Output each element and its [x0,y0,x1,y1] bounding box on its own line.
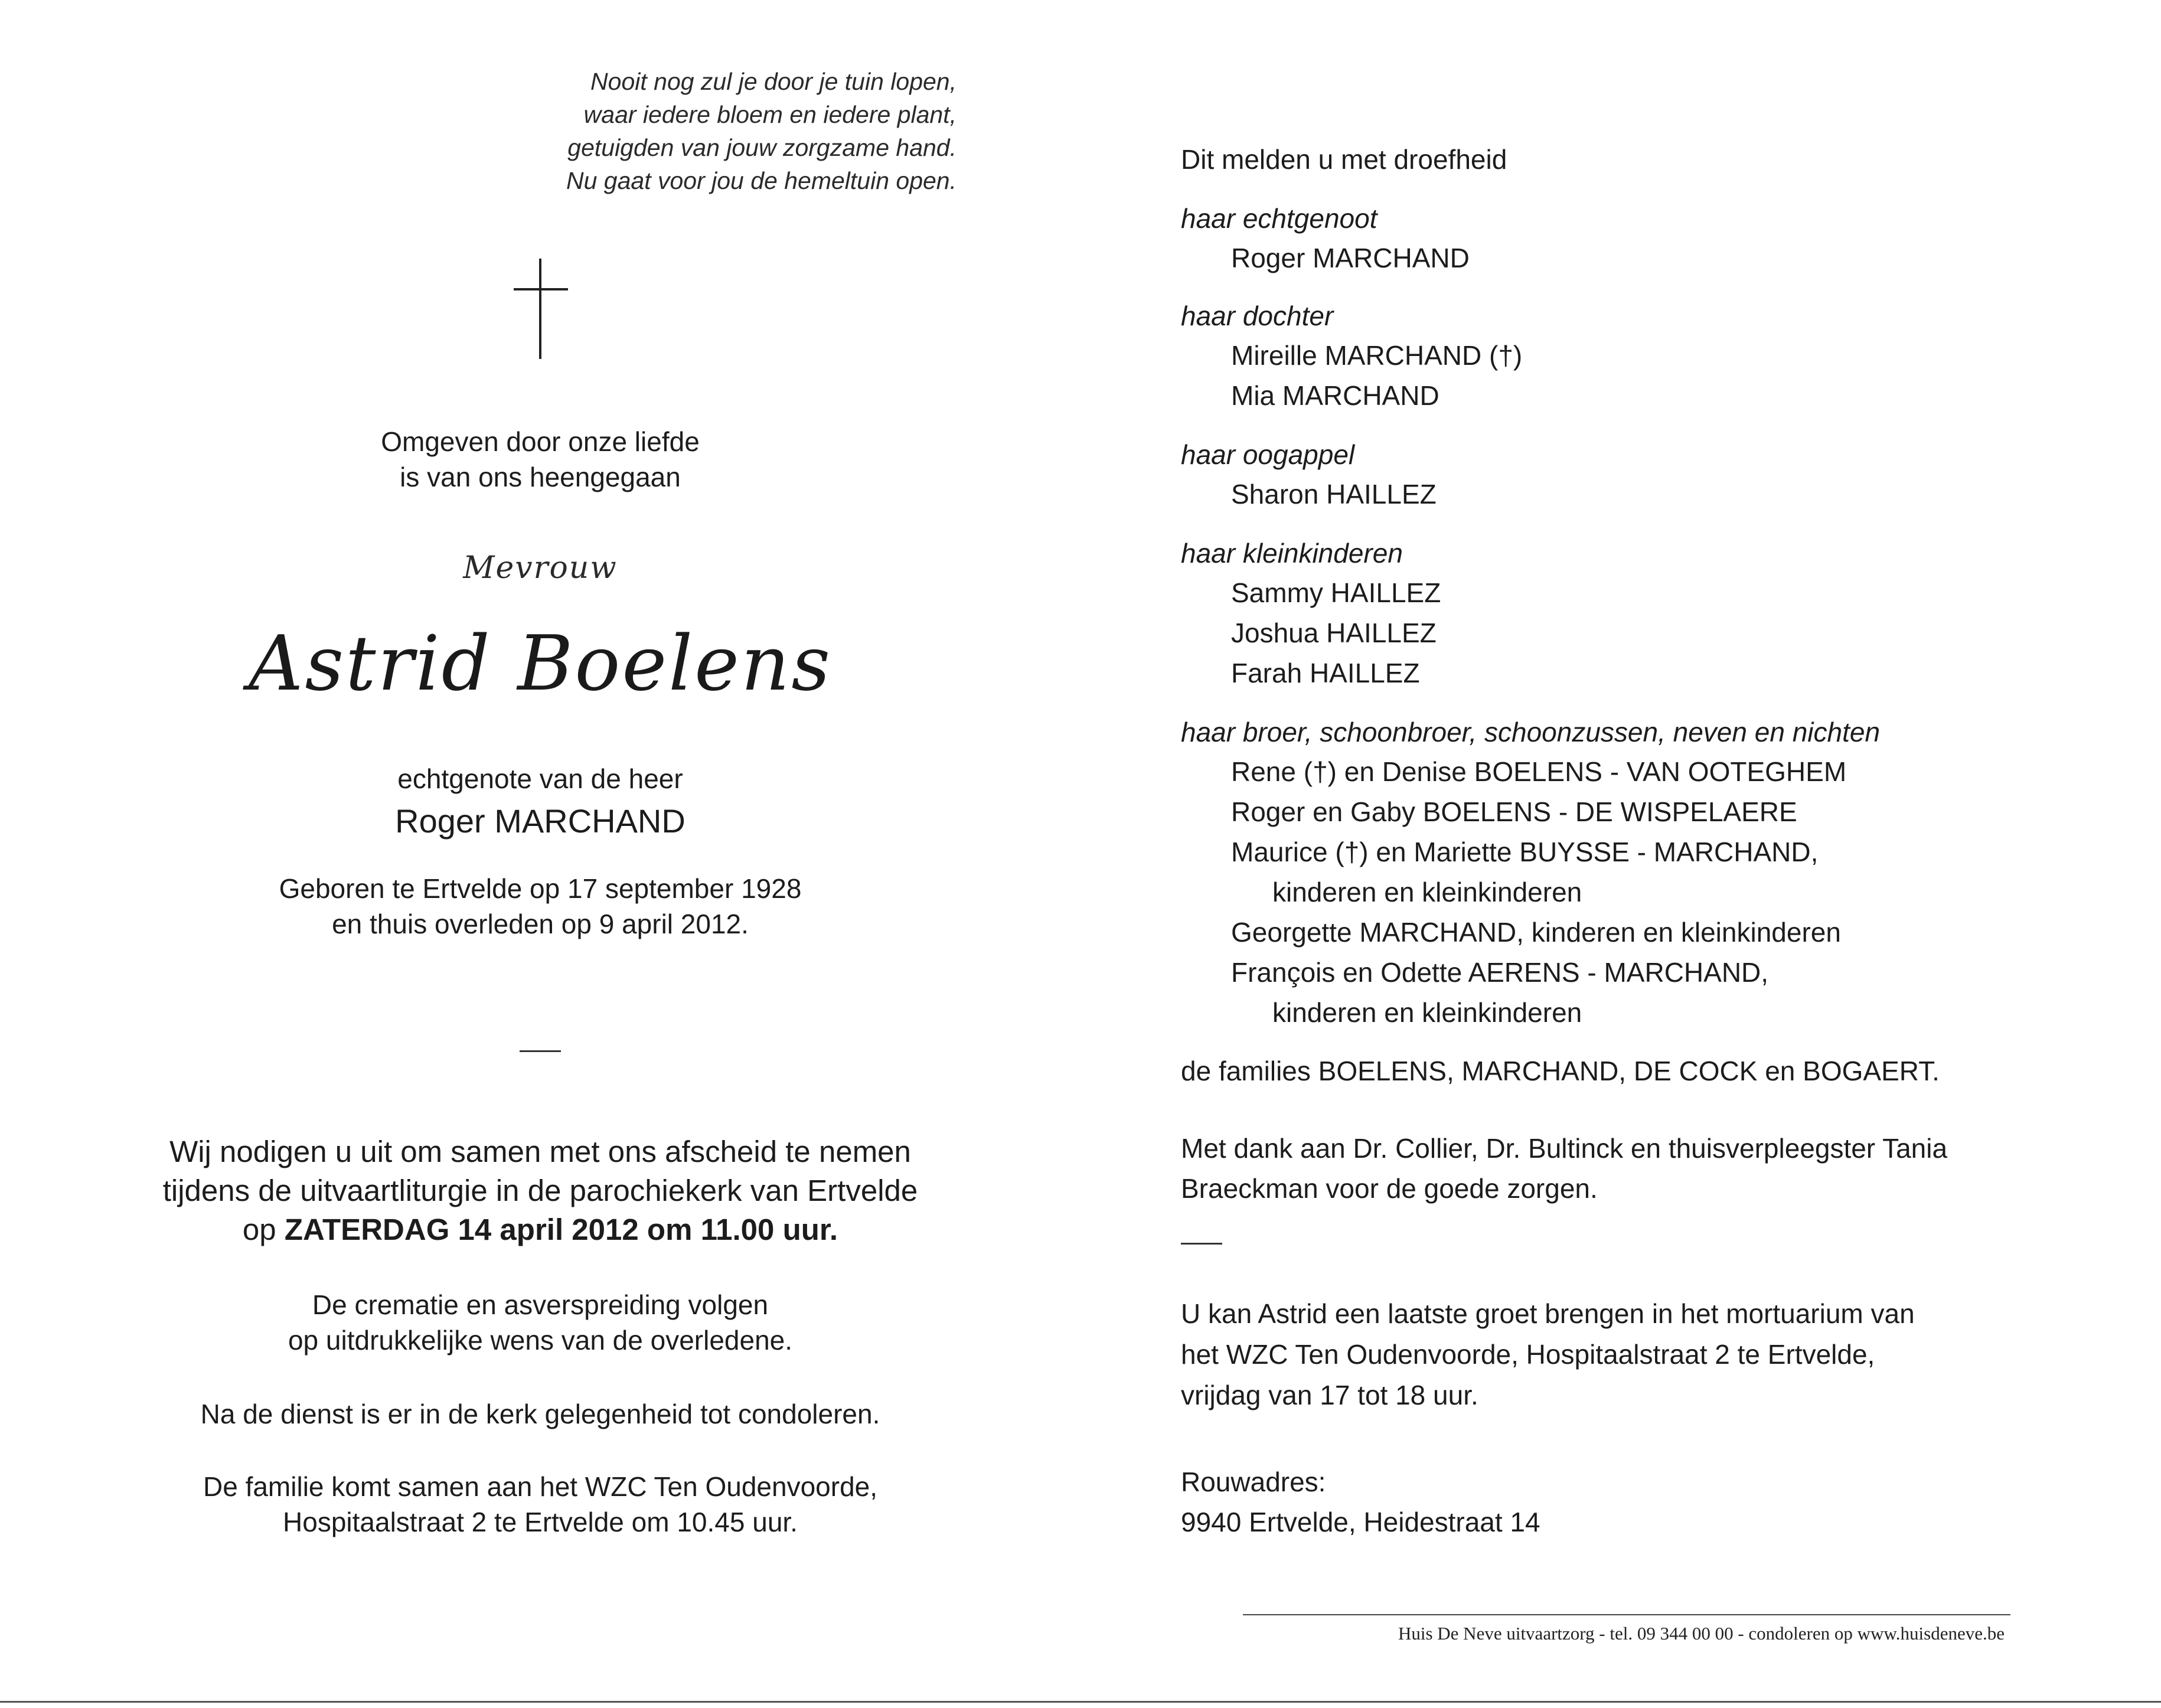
birth-death-info [213,871,868,942]
announcement [1181,0,2067,1708]
intro-text [236,424,844,495]
relation-label: haar kleinkinderen [1181,538,1403,569]
footer-credit: Huis De Neve uitvaartzorg - tel. 09 344 00 00 - condoleren op www.huisdeneve.be [1398,1623,2005,1644]
cremation-note [118,1287,962,1358]
family-member: Sharon HAILLEZ [1231,479,1437,510]
poem [413,65,957,197]
announcement-heading: Dit melden u met droefheid [1181,144,1507,175]
poem-line: getuigden van jouw zorgzame hand. [567,134,957,161]
family-member: Roger en Gaby BOELENS - DE WISPELAERE [1231,796,1797,827]
address-label: Rouwadres: [1181,1467,1326,1497]
visitation-line-2: het WZC Ten Oudenvoorde, Hospitaalstraat 2 te Ertvelde, [1181,1339,1875,1370]
thanks-line-1: Met dank aan Dr. Collier, Dr. Bultinck en thuisverpleegster Tania [1181,1133,1948,1164]
divider [520,1050,561,1052]
family-member: Maurice (†) en Mariette BUYSSE - MARCHAND, [1231,837,1819,867]
relation-label: haar broer, schoonbroer, schoonzussen, neven en nichten [1181,717,1881,747]
condolence-note: Na de dienst is er in de kerk gelegenheid tot condoleren. [200,1399,880,1429]
family-member: Roger MARCHAND [1231,243,1470,273]
ceremony-invitation [94,1132,986,1249]
relation-label: haar dochter [1181,301,1334,331]
spouse-name: Roger MARCHAND [395,802,685,840]
invite-line-1: Wij nodigen u uit om samen met ons afscheid te nemen [169,1135,911,1168]
poem-line: Nooit nog zul je door je tuin lopen, [590,68,957,95]
gathering-line-1: De familie komt samen aan het WZC Ten Oudenvoorde, [203,1471,878,1502]
relation-label: haar oogappel [1181,439,1355,470]
invite-prefix: op [242,1213,276,1246]
family-member: Joshua HAILLEZ [1231,618,1437,648]
family-member: kinderen en kleinkinderen [1272,877,1582,907]
divider [1181,1243,1222,1245]
death-line: en thuis overleden op 9 april 2012. [332,909,749,939]
intro-line-1: Omgeven door onze liefde [381,426,700,457]
family-member: kinderen en kleinkinderen [1272,997,1582,1028]
thanks-line-2: Braeckman voor de goede zorgen. [1181,1173,1598,1204]
invite-line-3 [94,1210,986,1249]
families-line: de families BOELENS, MARCHAND, DE COCK en BOGAERT. [1181,1056,1940,1086]
visitation-line-3: vrijdag van 17 tot 18 uur. [1181,1380,1478,1410]
footer-rule [1243,1614,2010,1615]
spouse-intro: echtgenote van de heer [397,763,683,794]
invite-line-2: tijdens de uitvaartliturgie in de parochiekerk van Ertvelde [162,1174,918,1207]
gathering-line-2: Hospitaalstraat 2 te Ertvelde om 10.45 uur. [283,1507,798,1537]
relation-label: haar echtgenoot [1181,203,1377,234]
poem-line: waar iedere bloem en iedere plant, [583,101,957,128]
family-member: Sammy HAILLEZ [1231,577,1441,608]
family-member: Mireille MARCHAND (†) [1231,340,1523,371]
cross-icon-bar [514,288,568,290]
family-member: Georgette MARCHAND, kinderen en kleinkinderen [1231,917,1841,948]
family-member: Rene (†) en Denise BOELENS - VAN OOTEGHEM [1231,756,1847,787]
deceased-name: Astrid Boelens [249,620,832,708]
page-edge [0,1701,2161,1703]
visitation-line-1: U kan Astrid een laatste groet brengen in het mortuarium van [1181,1298,1915,1329]
family-member: Farah HAILLEZ [1231,658,1420,688]
birth-line: Geboren te Ertvelde op 17 september 1928 [279,873,802,904]
cross-icon [539,259,541,359]
cremation-line-2: op uitdrukkelijke wens van de overledene. [288,1325,793,1356]
cremation-line-1: De crematie en asverspreiding volgen [312,1289,769,1320]
family-member: Mia MARCHAND [1231,380,1439,411]
deceased-title: Mevrouw [463,550,618,586]
invite-date: ZATERDAG 14 april 2012 om 11.00 uur. [284,1213,838,1246]
gathering-note [118,1469,962,1540]
family-member: François en Odette AERENS - MARCHAND, [1231,957,1769,988]
intro-line-2: is van ons heengegaan [400,462,681,492]
address-value: 9940 Ertvelde, Heidestraat 14 [1181,1507,1540,1537]
poem-line: Nu gaat voor jou de hemeltuin open. [566,167,957,194]
